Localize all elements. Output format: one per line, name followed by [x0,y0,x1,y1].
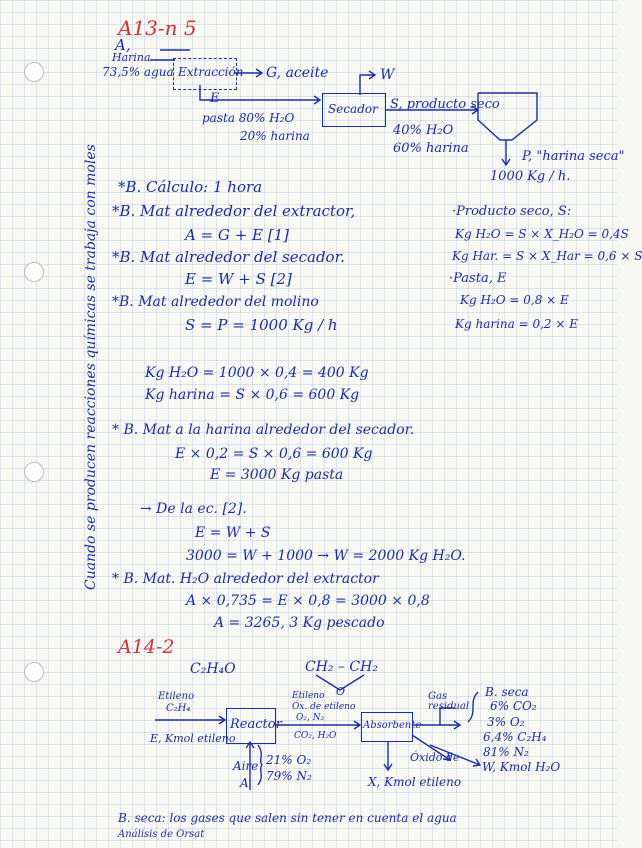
equation-4: E × 0,2 = S × 0,6 = 600 Kg [175,446,373,462]
equation-9: A = 3265, 3 Kg pescado [214,615,385,631]
bm-harina-heading: * B. Mat a la harina alrededor del secador. [112,422,415,438]
pasta-harina-label: 20% harina [240,129,310,143]
bm-extractor-heading: *B. Mat alrededor del extractor, [112,202,356,220]
bm-h2o-heading: * B. Mat. H₂O alrededor del extractor [112,571,379,587]
secador-label: Secador [328,102,378,116]
kg-h2o-calc: Kg H₂O = 1000 × 0,4 = 400 Kg [145,365,369,381]
equation-3: S = P = 1000 Kg / h [185,316,338,334]
bm-molino-heading: *B. Mat alrededor del molino [112,294,319,310]
s-producto-label: S, producto seco [390,97,500,112]
pasta-heading: ·Pasta, E [449,271,507,286]
oxido-label: Óxido de [410,751,460,764]
s-water-pct: 40% H₂O [393,123,454,138]
kg-harina-e: Kg harina = 0,2 × E [455,317,579,331]
w-label: W [380,67,395,83]
from-equation-2: → De la ec. [2]. [140,501,247,517]
air-n2-pct: 79% N₂ [266,769,312,783]
margin-note: Cuando se producen reacciones químicas se trabaja con moles [83,144,99,590]
p-flow-label: 1000 Kg / h. [490,169,571,184]
ethylene-oxide-structure: CH₂ – CH₂ [305,659,378,675]
base-seca-label: B. seca [485,685,529,699]
pct-c2h4: 6,4% C₂H₄ [483,730,547,744]
reactor-out-2: Óx. de etileno [292,702,356,712]
feed-water-pct: 73,5% agua [102,65,174,79]
aire-label: Aire [233,759,259,773]
pct-n2: 81% N₂ [483,745,529,759]
equation-1: A = G + E [1] [185,226,289,244]
c2h4o-formula: C₂H₄O [190,661,236,677]
etileno-in-label: Etileno [158,691,195,702]
bm-secador-heading: *B. Mat alrededor del secador. [112,248,345,266]
problem-title: A13-n 5 [118,16,197,40]
reactor-out-3: O₂, N₂ [296,713,325,723]
kg-harina-calc: Kg harina = S × 0,6 = 600 Kg [145,387,360,403]
p-harina-label: P, "harina seca" [522,149,625,164]
reactor-out-4: CO₂, H₂O [294,731,337,741]
air-o2-pct: 21% O₂ [266,753,312,767]
base-calculo: *B. Cálculo: 1 hora [118,178,263,196]
x-kmol-label: X, Kmol etileno [368,775,462,789]
producto-seco-heading: ·Producto seco, S: [452,204,572,219]
s-harina-pct: 60% harina [393,141,469,156]
g-aceite-label: G, aceite [266,65,329,81]
gas-residual-label: Gas residual [428,691,470,712]
w-kmol-label: W, Kmol H₂O [482,760,561,774]
kg-h2o-e: Kg H₂O = 0,8 × E [460,293,569,307]
pasta-label: pasta 80% H₂O [202,111,295,125]
problem-2-title: A14-2 [118,636,175,658]
pct-co2: 6% CO₂ [490,699,537,713]
kg-harina-s: Kg Har. = S × X_Har = 0,6 × S [452,249,642,263]
pct-o2: 3% O₂ [487,715,525,729]
extraccion-label: Extracción [178,65,244,79]
equation-6: E = W + S [195,525,271,541]
dry-basis-note: B. seca: los gases que salen sin tener en cuenta el agua [118,811,457,825]
reactor-label: Reactor [230,717,282,732]
orsat-note: Análisis de Orsat [118,829,205,840]
equation-5: E = 3000 Kg pasta [210,467,344,483]
feed-harina-label: Harina [112,51,151,64]
absorbente-label: Absorbente [363,720,422,731]
e-kmol-label: E, Kmol etileno [150,732,236,745]
ring-oxygen: O [336,685,346,698]
equation-8: A × 0,735 = E × 0,8 = 3000 × 0,8 [186,593,430,609]
equation-2: E = W + S [2] [185,270,292,288]
aire-a-label: A [240,776,249,790]
kg-h2o-s: Kg H₂O = S × X_H₂O = 0,4S [455,227,629,241]
c2h4-in-label: C₂H₄ [166,703,191,714]
equation-7: 3000 = W + 1000 → W = 2000 Kg H₂O. [186,548,466,564]
e-label: E [210,91,220,106]
reactor-out-1: Etileno [292,691,325,701]
feed-a-label: A, [115,36,131,54]
